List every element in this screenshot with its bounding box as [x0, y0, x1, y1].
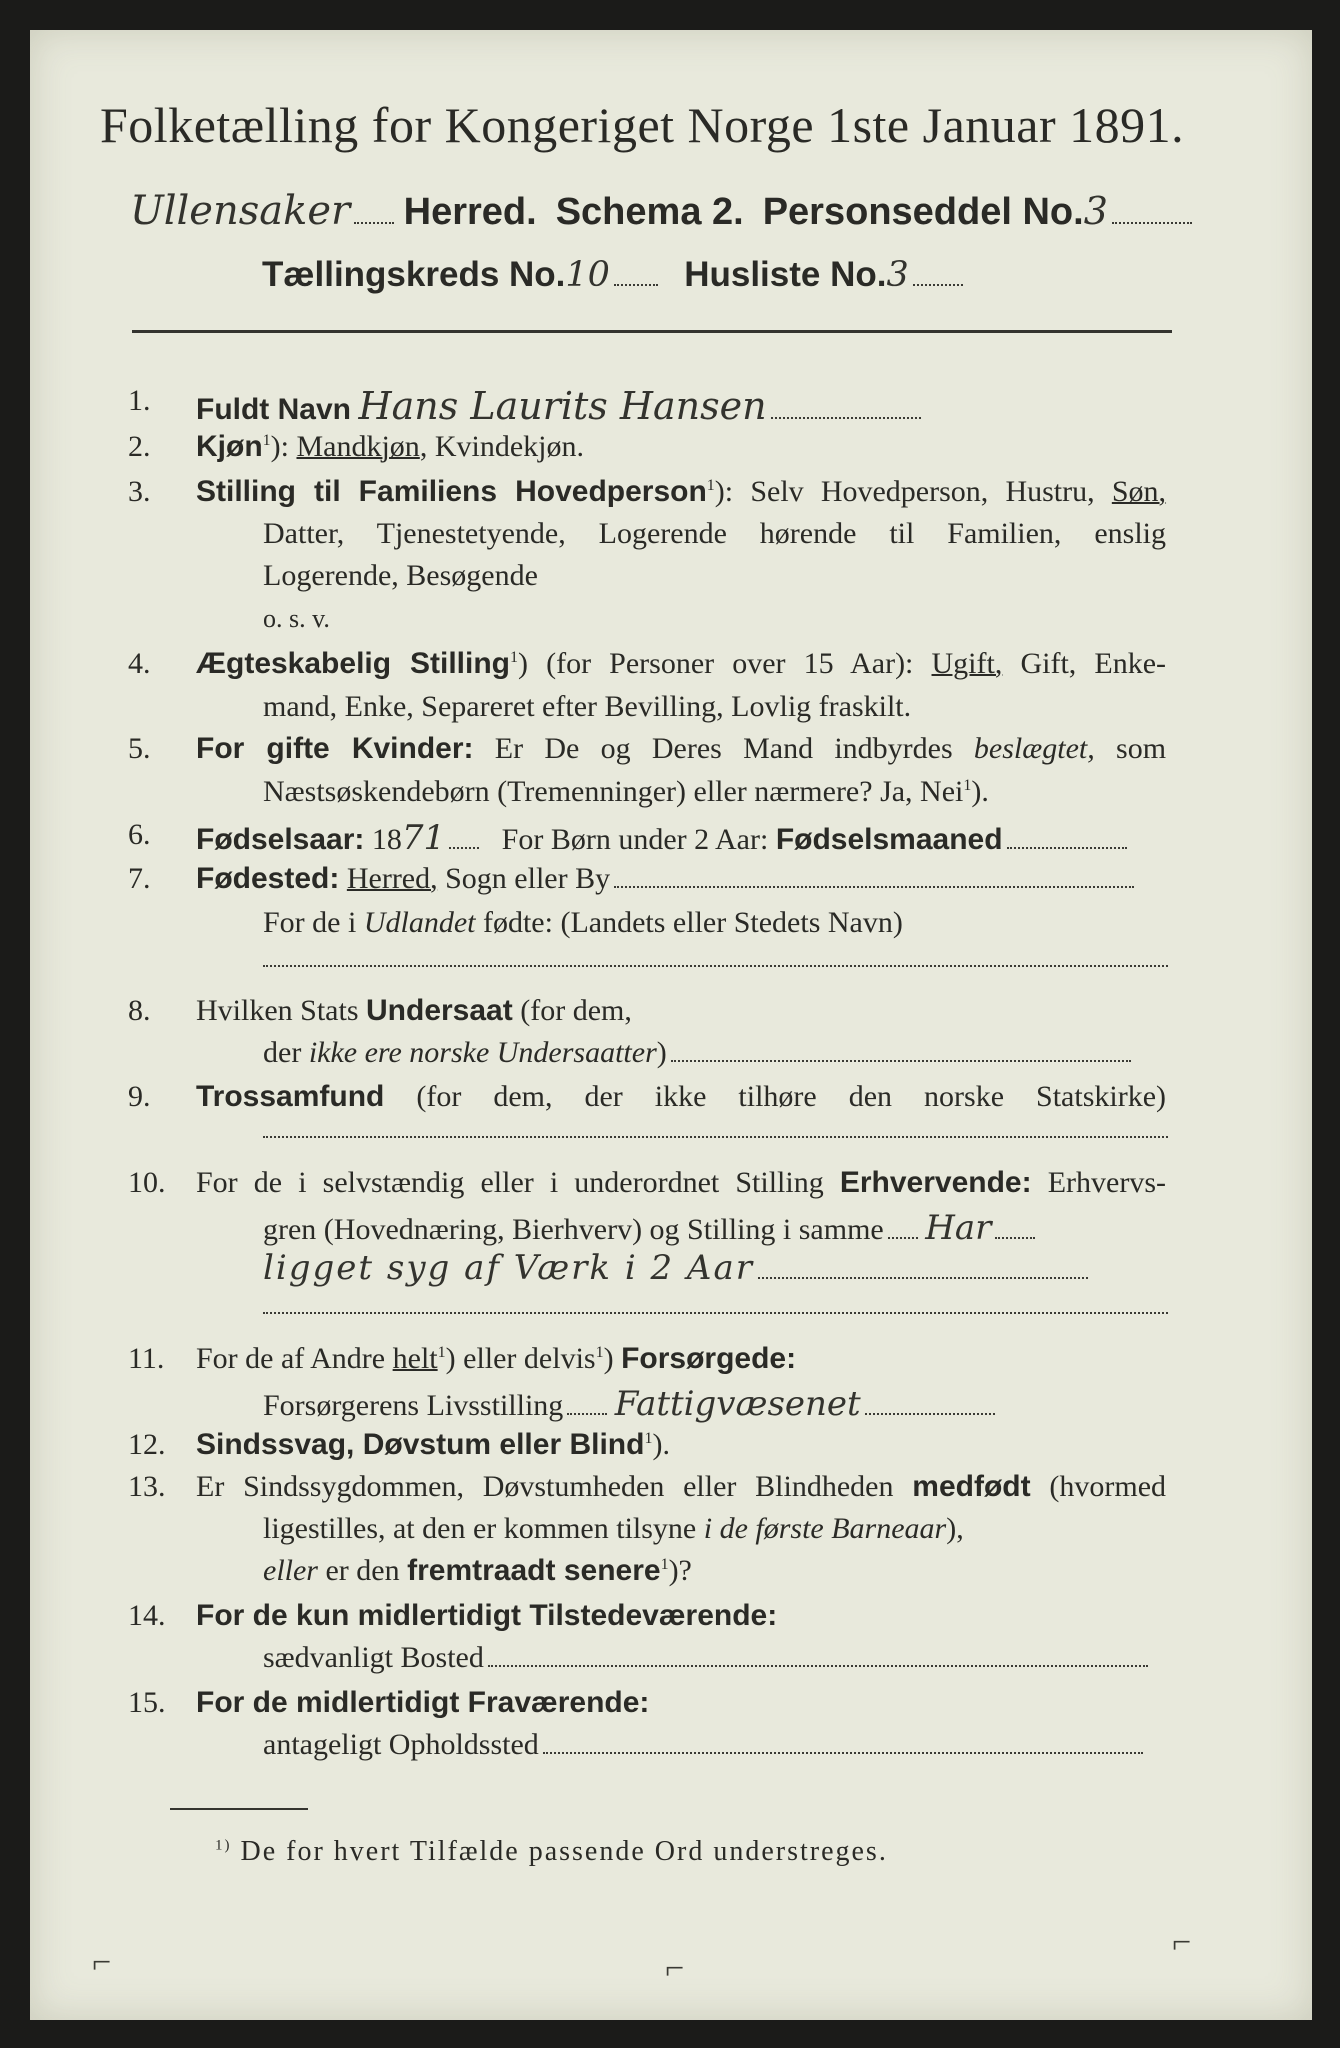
birth-month-label: Fødselsmaaned [775, 823, 1003, 856]
blank-line [263, 1312, 1168, 1314]
dependents-line2-text: Forsørgerens Livsstilling [263, 1389, 564, 1422]
husliste-label: Husliste No. [684, 255, 887, 294]
herred-value: Ullensaker [130, 188, 351, 234]
married-women-line2: Næstsøskendebørn (Tremenninger) eller nærmere? Ja, Nei$^1$). [263, 775, 989, 808]
footnote-ref: 1 [262, 432, 271, 449]
occupation-line1-c: Erhvervs- [1047, 1166, 1167, 1199]
personseddel-value: 3 [1083, 189, 1108, 233]
married-women-som: som [1116, 732, 1167, 765]
birthplace-line2 [263, 906, 903, 940]
probable-residence-label: antageligt Opholdssted [263, 1728, 539, 1761]
birth-month-note: For Børn under 2 Aar: [501, 823, 769, 856]
herred-line [130, 188, 1192, 234]
field-occupation [196, 1166, 1166, 1200]
field-number: 6. [128, 818, 151, 851]
dependents-line2 [263, 1384, 995, 1424]
schema-label: Schema 2. [555, 191, 744, 233]
birthplace-selected: Herred, [346, 862, 438, 895]
congenital-line2-b: i de første Barneaar [703, 1512, 947, 1545]
birth-year-prefix: 18 [371, 823, 402, 856]
congenital-line3-a: eller [263, 1554, 318, 1587]
birthplace-line2-a: For de i [263, 906, 357, 939]
citizenship-line1-c: (for dem, [520, 994, 632, 1027]
temporary-present-label: For de kun midlertidigt Tilstedeværende: [196, 1599, 778, 1632]
blank-line [263, 1136, 1168, 1138]
field-marital-status: Ægteskabelig Stilling$^1$) (for Personer over 15 Aar): Ugift, Gift, Enke- [196, 647, 1167, 680]
family-position-label: Stilling til Familiens Hovedperson [196, 475, 707, 508]
occupation-line2-text: gren (Hovednæring, Bierhverv) og Stilling i samme [263, 1213, 884, 1246]
birthplace-line2-b: Udlandet [363, 906, 476, 939]
pencil-mark: ⌐ [665, 1950, 685, 1987]
citizenship-line2-b: ikke ere norske Undersaatter [308, 1036, 657, 1069]
field-number: 14. [128, 1599, 166, 1632]
birthplace-label: Fødested: [196, 862, 340, 895]
temporary-absent-label: For de midlertidigt Fraværende: [196, 1686, 650, 1719]
field-congenital [196, 1470, 1166, 1504]
family-position-options: Selv Hovedperson, Hustru, [750, 475, 1095, 508]
herred-label: Herred. [403, 191, 537, 233]
family-position-line4: o. s. v. [263, 604, 330, 633]
citizenship-line1-a: Hvilken Stats [196, 994, 359, 1027]
dependents-label: Forsørgede: [621, 1342, 797, 1375]
congenital-line1-b: (hvormed [1049, 1470, 1167, 1503]
dependents-selected: helt [392, 1342, 438, 1375]
field-full-name [196, 384, 921, 428]
form-title: Folketælling for Kongeriget Norge 1ste Januar 1891. [100, 97, 1185, 153]
temporary-absent-line2 [263, 1728, 1143, 1762]
field-dependents: For de af Andre helt$^1$) eller delvis$^1$) Forsørgede: [196, 1342, 797, 1375]
married-women-related: beslægtet, [973, 732, 1095, 765]
birthplace-line2-c: fødte: (Landets eller Stedets Navn) [482, 906, 903, 939]
blank-line [263, 965, 1168, 967]
birth-year-value: 71 [401, 818, 446, 858]
gender-option-male: Mandkjøn [296, 430, 420, 463]
occupation-label: Erhvervende: [839, 1166, 1032, 1199]
kreds-value: 10 [565, 255, 610, 295]
congenital-line3-b: er den [325, 1554, 400, 1587]
field-number: 1. [128, 384, 151, 417]
field-disability: Sindssvag, Døvstum eller Blind$^1$). [196, 1428, 670, 1461]
married-women-line2-text: Næstsøskendebørn (Tremenninger) eller nærmere? Ja, Nei [263, 775, 964, 808]
field-birthplace [196, 862, 1134, 896]
field-married-women [196, 732, 1166, 766]
family-position-line2: Datter, Tjenestetyende, Logerende hørende til Familien, enslig [263, 517, 1166, 550]
kreds-line [262, 255, 963, 295]
full-name-value: Hans Laurits Hansen [358, 384, 767, 428]
field-number: 2. [128, 430, 151, 463]
field-family-position: Stilling til Familiens Hovedperson$^1$): Selv Hovedperson, Hustru, Søn, [196, 475, 1167, 508]
citizenship-line2: der ikke ere norske Undersaatter) [263, 1036, 1131, 1070]
field-number: 10. [128, 1166, 166, 1199]
field-number: 7. [128, 862, 151, 895]
occupation-value-1: Har [925, 1208, 992, 1248]
dependents-line1-b: eller delvis [463, 1342, 596, 1375]
family-position-selected: Søn, [1111, 475, 1167, 508]
field-number: 8. [128, 994, 151, 1027]
footnote [215, 1836, 888, 1868]
usual-residence-label: sædvanligt Bosted [263, 1641, 484, 1674]
field-number: 13. [128, 1470, 166, 1503]
dependents-value: Fattigvæsenet [614, 1384, 861, 1424]
marital-status-selected: Ugift, [931, 647, 1003, 680]
congenital-line3: eller er den fremtraadt senere$^1$)? [263, 1554, 692, 1587]
birthplace-options: Sogn eller By [445, 862, 611, 895]
field-number: 12. [128, 1428, 166, 1461]
occupation-value-2: ligget syg af Værk i 2 Aar [263, 1248, 755, 1288]
field-number: 15. [128, 1686, 166, 1719]
marital-status-label: Ægteskabelig Stilling [196, 647, 510, 680]
congenital-line1-a: Er Sindssygdommen, Døvstumheden eller Blindheden [196, 1470, 894, 1503]
congenital-label: medfødt [912, 1470, 1031, 1503]
married-women-label: For gifte Kvinder: [196, 732, 474, 765]
field-number: 5. [128, 732, 151, 765]
gender-label: Kjøn [196, 430, 263, 463]
occupation-line1-a: For de i selvstændig eller i underordnet Stilling [196, 1166, 824, 1199]
citizenship-line2-a: der [263, 1036, 302, 1069]
occupation-line2 [263, 1208, 1035, 1248]
birth-year-label: Fødselsaar: [196, 823, 365, 856]
field-temporary-absent [196, 1686, 649, 1720]
disability-label: Sindssvag, Døvstum eller Blind [196, 1428, 645, 1461]
field-number: 3. [128, 475, 151, 508]
footnote-marker: 1) [215, 1837, 232, 1854]
pencil-mark: ⌐ [1172, 1924, 1192, 1961]
field-number: 4. [128, 647, 151, 680]
kreds-label: Tællingskreds No. [262, 255, 566, 294]
religion-note: (for dem, der ikke tilhøre den norske Statskirke) [416, 1080, 1166, 1113]
footnote-divider [170, 1808, 308, 1810]
footnote-text: De for hvert Tilfælde passende Ord understreges. [240, 1836, 888, 1867]
field-number: 11. [128, 1342, 165, 1375]
field-temporary-present [196, 1599, 777, 1633]
marital-status-line2: mand, Enke, Separeret efter Bevilling, Lovlig fraskilt. [263, 690, 912, 723]
temporary-present-line2 [263, 1641, 1148, 1675]
family-position-line3: Logerende, Besøgende [263, 559, 538, 592]
husliste-value: 3 [886, 255, 909, 295]
pencil-mark: ⌐ [92, 1944, 112, 1981]
field-birth-year [196, 818, 1127, 858]
marital-status-options: Gift, Enke- [1020, 647, 1167, 680]
occupation-line3 [263, 1248, 1088, 1288]
married-women-question: Er De og Deres Mand indbyrdes [494, 732, 953, 765]
congenital-line2-a: ligestilles, at den er kommen tilsyne [263, 1512, 697, 1545]
religion-label: Trossamfund [196, 1080, 385, 1113]
field-number: 9. [128, 1080, 151, 1113]
field-religion [196, 1080, 1166, 1114]
field-citizenship [196, 994, 632, 1028]
citizenship-label: Undersaat [366, 994, 513, 1027]
congenital-line2: ligestilles, at den er kommen tilsyne i de første Barneaar), [263, 1512, 964, 1545]
gender-option-female: , Kvindekjøn. [419, 430, 584, 463]
full-name-label: Fuldt Navn [196, 393, 351, 426]
field-gender: Kjøn$^1$): Mandkjøn, Kvindekjøn. [196, 430, 584, 463]
dependents-line1-a: For de af Andre [196, 1342, 386, 1375]
header-divider [132, 330, 1172, 333]
marital-status-note: (for Personer over 15 Aar): [546, 647, 914, 680]
congenital-line3-c: fremtraadt senere [407, 1554, 661, 1587]
personseddel-label: Personseddel No. [762, 191, 1084, 233]
